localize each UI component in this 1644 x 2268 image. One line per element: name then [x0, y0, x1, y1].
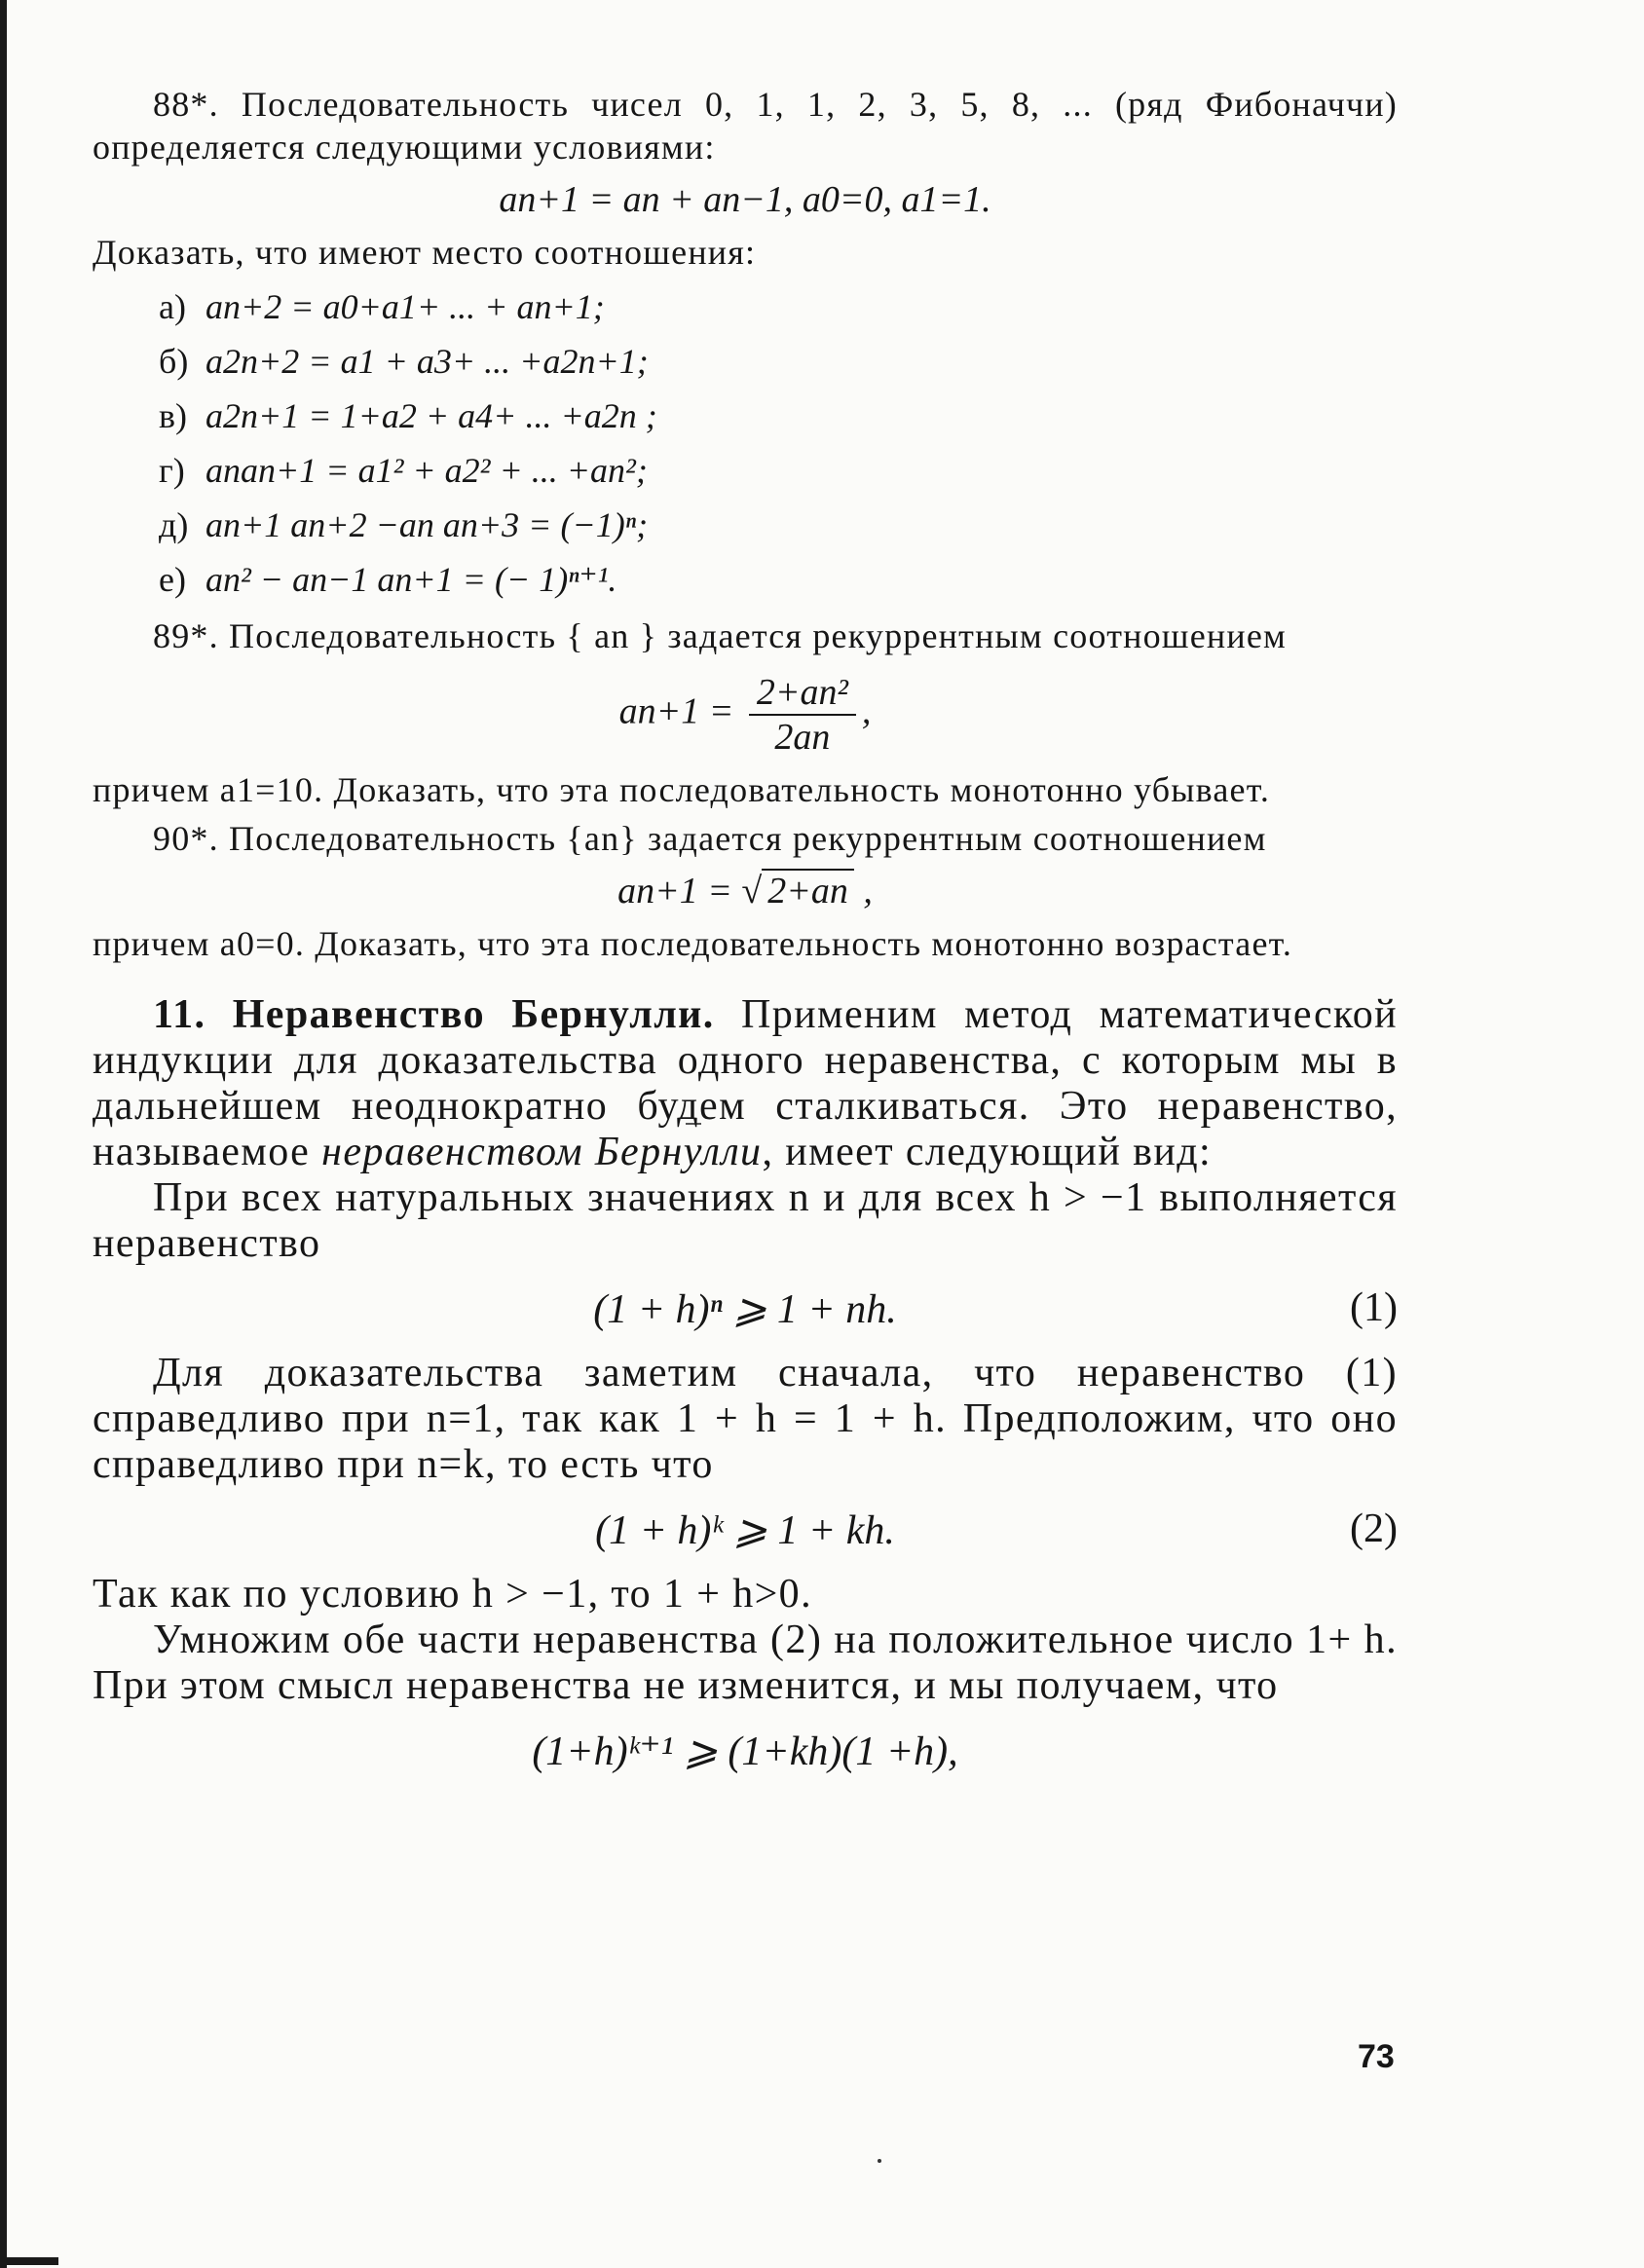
page-number: 73 [1358, 2038, 1395, 2075]
problem-89-intro: 89*. Последовательность { an } задается рекуррентным соотношением [153, 616, 1287, 655]
list-item: г) anan+1 = a1² + a2² + ... +an²; [159, 451, 648, 490]
problem-88 [93, 83, 1398, 607]
problem-88-prove: Доказать, что имеют место соотношения: [93, 233, 757, 272]
section-11 [93, 992, 1398, 1775]
list-item: е) an² − an−1 an+1 = (− 1)ⁿ⁺¹. [159, 560, 617, 599]
problem-88-items [93, 279, 1398, 607]
problem-88-condition: an+1 = an + an−1, a0=0, a1=1. [499, 179, 991, 220]
scan-edge-bottom [0, 2257, 58, 2265]
section-11-paragraph-3: Для доказательства заметим сначала, что неравенство (1) справедливо при n=1, так как 1 + h = 1 + h. Предположим, что оно справедливо при n=k, то есть что [93, 1351, 1398, 1487]
equation-number: (2) [1350, 1506, 1398, 1551]
problem-90-text: причем a0=0. Доказать, что эта последовательность монотонно возрастает. [93, 924, 1293, 963]
problem-89-formula: an+1 = $\frac{\text{2+an²}}{2an}$ , [618, 672, 872, 758]
section-11-paragraph-2: При всех натуральных значениях n и для всех h > −1 выполняется неравенство [93, 1175, 1398, 1266]
equation-1: (1 + h)ⁿ ⩾ 1 + nh. (1) [593, 1285, 1398, 1332]
problem-90-intro: 90*. Последовательность {an} задается рекуррентным соотношением [153, 819, 1267, 858]
list-item: д) an+1 an+2 −an an+3 = (−1)ⁿ; [159, 505, 649, 544]
scan-edge-left [0, 0, 7, 2268]
list-item: б) a2n+2 = a1 + a3+ ... +a2n+1; [159, 342, 649, 381]
list-item: в) a2n+1 = 1+a2 + a4+ ... +a2n ; [159, 396, 657, 435]
problem-90 [93, 817, 1398, 965]
list-item: а) an+2 = a0+a1+ ... + an+1; [159, 287, 605, 326]
equation-number: (1) [1350, 1285, 1398, 1330]
problem-90-formula: an+1 = √ 2+an , [617, 871, 873, 911]
problem-89-text: причем a1=10. Доказать, что эта последовательность монотонно убывает. [93, 770, 1271, 809]
section-11-paragraph-5: Умножим обе части неравенства (2) на положительное число 1+ h. При этом смысл неравенства не изменится, и мы получаем, что [93, 1617, 1398, 1708]
section-11-paragraph-4: Так как по условию h > −1, то 1 + h>0. [93, 1572, 812, 1617]
equation-3: (1+h)ᵏ⁺¹ ⩾ (1+kh)(1 +h), [532, 1729, 958, 1774]
page-content [93, 83, 1398, 1793]
problem-88-intro: 88*. Последовательность чисел 0, 1, 1, 2, 3, 5, 8, ... (ряд Фибоначчи) определяется следующими условиями: [93, 85, 1398, 167]
scan-dot [878, 2159, 881, 2163]
section-11-paragraph-1: 11. Неравенство Бернулли. Применим метод математической индукции для доказательства одного неравенства, с которым мы в дальнейшем неоднократно будем сталкиваться. Это неравенство, называемое неравенством Бернулли, имеет следующий вид: [93, 992, 1398, 1174]
problem-89 [93, 614, 1398, 811]
equation-2: (1 + h)ᵏ ⩾ 1 + kh. (2) [595, 1506, 1398, 1553]
section-heading: 11. Неравенство Бернулли. [153, 992, 715, 1037]
